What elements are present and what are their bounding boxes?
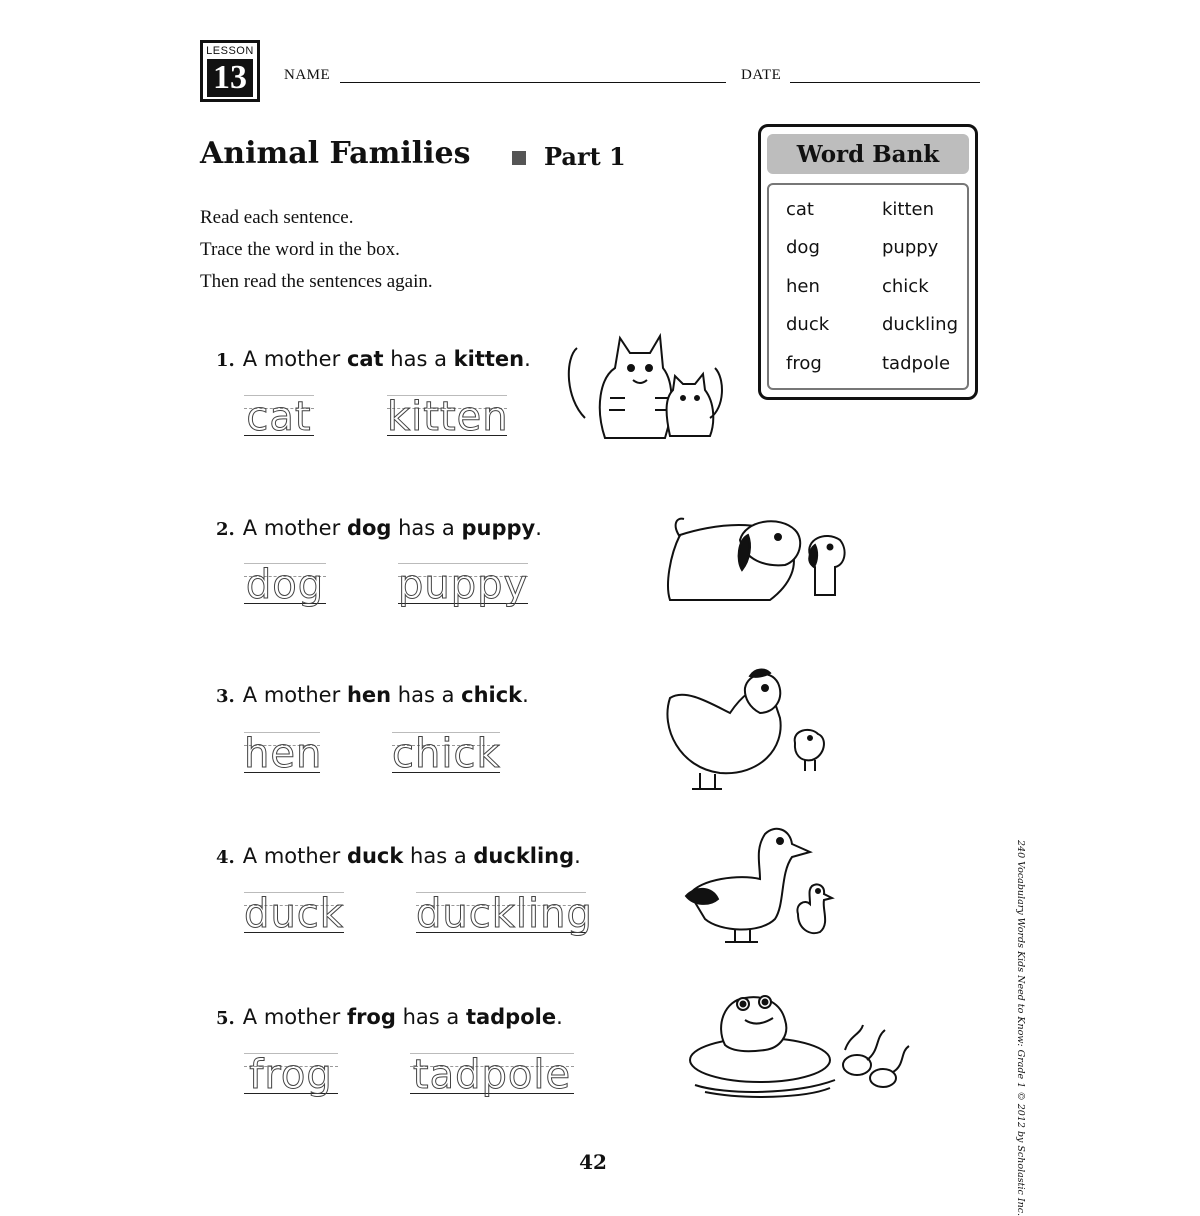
page-number: 42 <box>579 1150 607 1174</box>
parent-word: cat <box>346 347 384 371</box>
lesson-label: LESSON <box>206 45 254 57</box>
chick-legs <box>805 760 815 771</box>
word-bank-item: duck <box>786 314 830 335</box>
parent-word: dog <box>346 516 392 540</box>
date-field[interactable] <box>790 82 980 83</box>
trace-box-parent[interactable] <box>244 562 326 608</box>
sentence-period: . <box>522 683 529 707</box>
sentence-number: 4. <box>216 847 235 868</box>
trace-box-baby[interactable] <box>410 1052 574 1098</box>
tadpole-tail <box>893 1046 909 1072</box>
baby-word: kitten <box>453 347 525 371</box>
sentence-period: . <box>524 347 531 371</box>
baby-word: puppy <box>461 516 536 540</box>
puppy-ear <box>810 545 818 567</box>
sentence-text: A mother <box>242 347 341 371</box>
sentence-2 <box>216 516 542 540</box>
trace-box-parent[interactable] <box>244 1052 338 1098</box>
cat-eye <box>628 365 634 371</box>
sentence-text: has a <box>397 683 455 707</box>
sentence-period: . <box>574 844 581 868</box>
sentence-period: . <box>556 1005 563 1029</box>
trace-word: duck <box>244 891 344 937</box>
trace-word: chick <box>392 731 501 777</box>
name-field[interactable] <box>340 82 726 83</box>
dog-eye <box>775 534 781 540</box>
trace-box-baby[interactable] <box>398 562 529 608</box>
credit-text: 240 Vocabulary Words Kids Need to Know: Grade 1 © 2012 by Scholastic Inc. <box>1015 840 1026 1216</box>
trace-word: frog <box>249 1052 333 1098</box>
trace-box-baby[interactable] <box>392 731 501 777</box>
trace-box-baby[interactable] <box>387 394 509 440</box>
trace-word: dog <box>245 562 325 608</box>
frog-and-tadpole-illustration <box>685 990 915 1100</box>
kitten-eye <box>681 396 685 400</box>
sentence-1 <box>216 347 531 371</box>
cat-eye <box>646 365 652 371</box>
word-bank <box>758 124 978 400</box>
word-bank-item: kitten <box>882 199 935 220</box>
sentence-4 <box>216 844 581 868</box>
kitten-eye <box>695 396 699 400</box>
hen-and-chick-illustration <box>660 668 845 793</box>
sentence-text: A mother <box>242 683 341 707</box>
sentence-text: A mother <box>242 1005 341 1029</box>
sentence-3 <box>216 683 529 707</box>
frog-pupil <box>741 1002 746 1007</box>
trace-word: duckling <box>416 891 593 937</box>
kitten-body <box>667 374 714 436</box>
duckling-body <box>797 884 832 933</box>
word-bank-list <box>767 183 969 390</box>
tadpole-tail <box>867 1030 885 1060</box>
copyright-credit <box>1008 840 1028 1216</box>
duck-eye <box>777 838 783 844</box>
chick-eye <box>808 736 812 740</box>
hen-legs <box>692 773 722 789</box>
baby-word: duckling <box>473 844 575 868</box>
page-title: Animal Families <box>200 136 471 171</box>
duck-and-duckling-illustration <box>680 824 845 949</box>
instruction-line: Then read the sentences again. <box>200 271 433 292</box>
title-separator <box>512 151 526 165</box>
word-bank-item: chick <box>882 276 929 297</box>
sentence-text: has a <box>410 844 467 868</box>
word-bank-item: dog <box>786 237 820 258</box>
trace-word: tadpole <box>412 1052 572 1098</box>
cat-and-kitten-illustration <box>565 318 730 443</box>
chick-body <box>795 730 824 760</box>
sentence-number: 2. <box>216 519 235 540</box>
sentence-number: 3. <box>216 686 235 707</box>
tadpole <box>843 1055 871 1075</box>
word-bank-item: tadpole <box>882 353 951 374</box>
word-bank-item: cat <box>786 199 814 220</box>
trace-word: kitten <box>387 394 509 440</box>
instruction-line: Trace the word in the box. <box>200 239 400 260</box>
lesson-badge <box>200 40 260 102</box>
cat-body <box>600 336 672 438</box>
parent-word: frog <box>346 1005 396 1029</box>
sentence-5 <box>216 1005 563 1029</box>
sentence-text: has a <box>398 516 455 540</box>
parent-word: duck <box>346 844 404 868</box>
tadpole <box>870 1069 896 1087</box>
word-bank-item: puppy <box>882 237 939 258</box>
tadpole-tail <box>845 1025 863 1050</box>
duck-body <box>690 829 810 930</box>
instruction-line: Read each sentence. <box>200 207 354 228</box>
name-label: NAME <box>284 67 331 83</box>
trace-box-parent[interactable] <box>244 731 323 777</box>
baby-word: tadpole <box>465 1005 557 1029</box>
trace-box-baby[interactable] <box>416 891 593 937</box>
word-bank-item: frog <box>786 353 822 374</box>
sentence-number: 5. <box>216 1008 235 1029</box>
sentence-text: has a <box>402 1005 460 1029</box>
sentence-text: A mother <box>242 516 341 540</box>
date-label: DATE <box>741 67 782 83</box>
word-bank-item: hen <box>786 276 820 297</box>
trace-word: hen <box>244 731 323 777</box>
puppy-eye <box>828 545 833 550</box>
frog-pupil <box>763 1000 768 1005</box>
sentence-period: . <box>535 516 542 540</box>
cat-tail <box>569 348 585 418</box>
trace-box-parent[interactable] <box>244 891 344 937</box>
sentence-text: has a <box>390 347 447 371</box>
lesson-number: 13 <box>207 59 253 97</box>
sentence-number: 1. <box>216 350 235 371</box>
duck-legs <box>725 929 758 942</box>
sentence-text: A mother <box>242 844 341 868</box>
duckling-eye <box>816 889 820 893</box>
trace-word: puppy <box>398 562 529 608</box>
trace-word: cat <box>246 394 312 440</box>
baby-word: chick <box>461 683 523 707</box>
word-bank-item: duckling <box>882 314 958 335</box>
trace-box-parent[interactable] <box>244 394 314 440</box>
word-bank-heading: Word Bank <box>767 134 969 174</box>
part-label: Part 1 <box>544 142 626 171</box>
hen-eye <box>762 685 768 691</box>
parent-word: hen <box>346 683 392 707</box>
dog-and-puppy-illustration <box>650 515 860 610</box>
